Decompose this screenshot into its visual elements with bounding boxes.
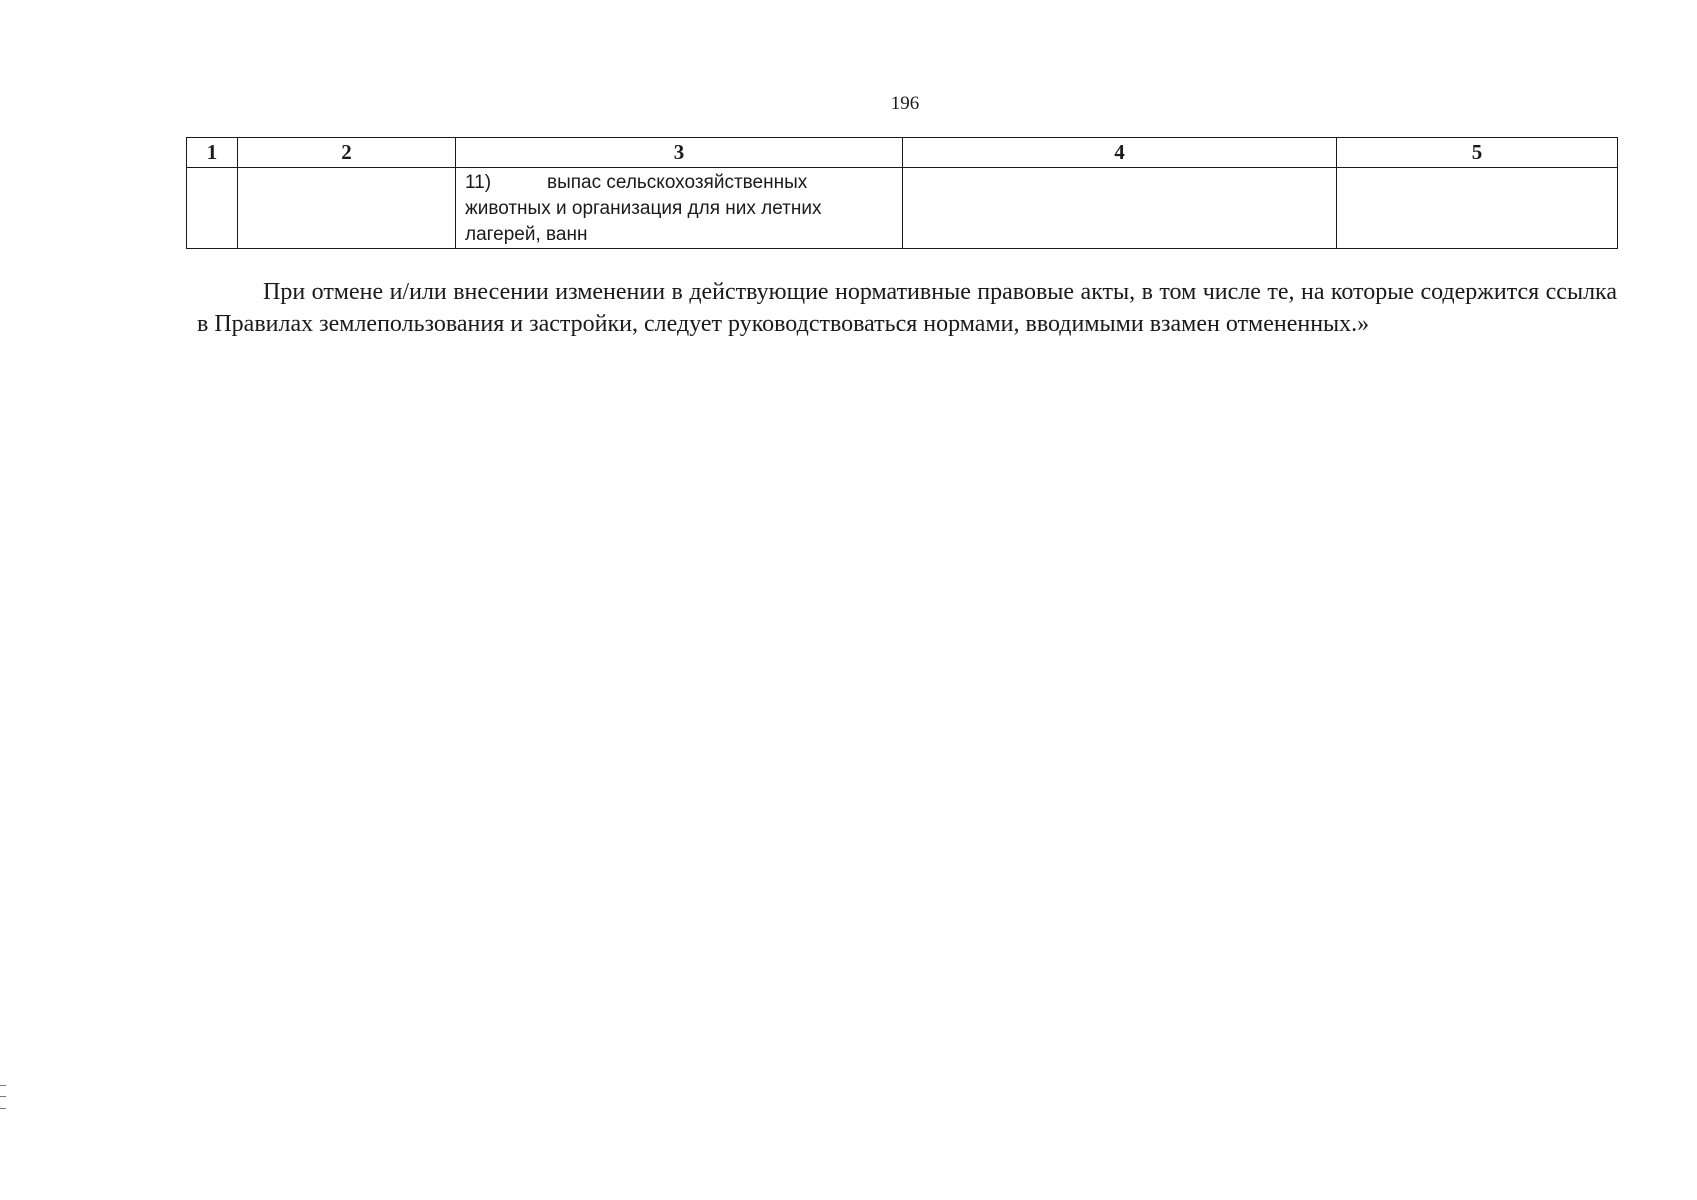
- page-number: 196: [890, 93, 920, 114]
- item-number: 11): [465, 172, 492, 193]
- table-cell-col1: [187, 168, 238, 249]
- column-header-5: 5: [1337, 138, 1618, 168]
- body-paragraph: При отмене и/или внесении изменении в действующие нормативные правовые акты, в том числе те, на которые содержится ссылка в Правилах землепользования и застройки, следует руководствоваться нормами, вводимыми взамен отмененных.»: [197, 279, 1617, 337]
- table-cell-col2: [238, 168, 456, 249]
- table-row: [187, 168, 1618, 249]
- table-cell-col4: [903, 168, 1337, 249]
- column-header-1: 1: [187, 138, 238, 168]
- column-header-4: 4: [903, 138, 1337, 168]
- table-cell-col5: [1337, 168, 1618, 249]
- column-header-3: 3: [456, 138, 903, 168]
- scan-edge-mark: [0, 1085, 6, 1109]
- land-use-table: [186, 137, 1618, 249]
- table-cell-col3: [456, 168, 903, 249]
- table-header-row: [187, 138, 1618, 168]
- item-text: выпас сельскохозяйственных животных и организация для них летних лагерей, ванн: [465, 172, 822, 245]
- permitted-use-item: [456, 168, 851, 248]
- column-header-2: 2: [238, 138, 456, 168]
